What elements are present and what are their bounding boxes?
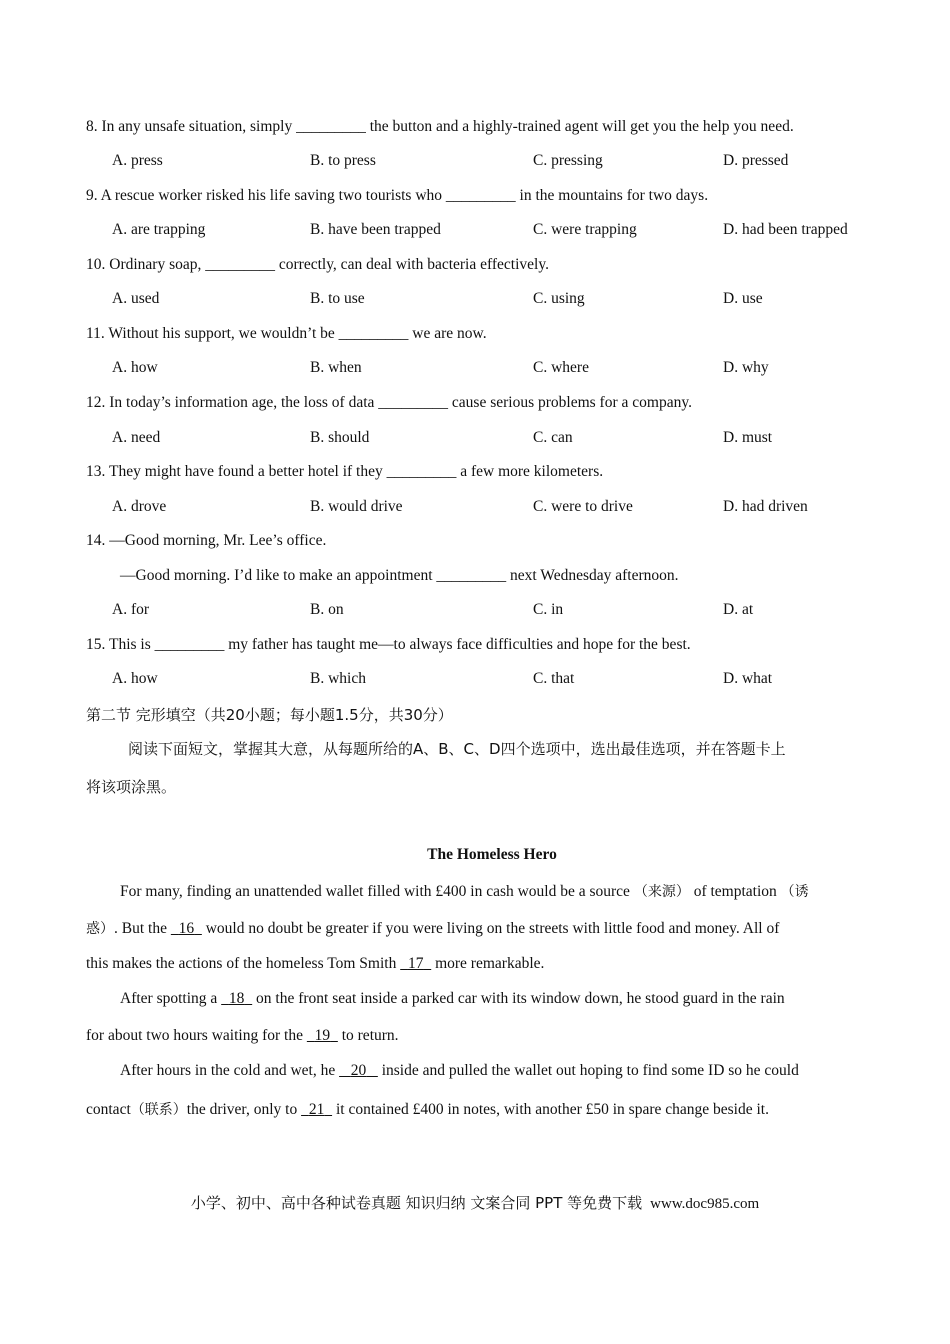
option-a: A. used	[112, 290, 160, 307]
gloss: （诱	[780, 884, 809, 900]
gloss: 惑）	[86, 921, 114, 937]
passage-line	[120, 990, 785, 1008]
passage-text: inside and pulled the wallet out hoping to find some ID so he could	[381, 1062, 799, 1079]
footer-text: 小学、初中、高中各种试卷真题 知识归纳 文案合同 PPT 等免费下载	[190, 1194, 643, 1212]
question-12-stem: 12. In today’s information age, the loss of data _________ cause serious problems for a company.	[86, 394, 692, 411]
passage-text: it contained £400 in notes, with another £50 in spare change beside it.	[335, 1101, 769, 1118]
passage-text: this makes the actions of the homeless Tom Smith	[86, 955, 397, 972]
option-b: B. when	[310, 359, 362, 376]
option-d: D. pressed	[723, 152, 789, 169]
passage-text: for about two hours waiting for the	[86, 1027, 303, 1044]
option-a: A. how	[112, 670, 158, 687]
option-c: C. in	[533, 601, 564, 618]
blank-17	[400, 955, 431, 972]
option-d: D. must	[723, 429, 773, 446]
passage-text: For many, finding an unattended wallet filled with £400 in cash would be a source	[120, 883, 630, 900]
option-a: A. press	[112, 152, 163, 169]
blank-number: 20	[350, 1062, 367, 1079]
option-c: C. can	[533, 429, 573, 446]
question-15-stem: 15. This is _________ my father has taught me—to always face difficulties and hope for the best.	[86, 636, 691, 653]
question-14-stem-reply: —Good morning. I’d like to make an appointment _________ next Wednesday afternoon.	[120, 567, 679, 584]
passage-text: of temptation	[693, 883, 777, 900]
passage-text: . But the	[114, 920, 167, 937]
gloss: （来源）	[633, 884, 690, 900]
passage-line	[120, 881, 809, 901]
blank-number: 17	[407, 955, 424, 972]
option-b: B. to press	[310, 152, 376, 169]
option-b: B. would drive	[310, 498, 403, 515]
option-c: C. were to drive	[533, 498, 633, 515]
blank-18	[221, 990, 252, 1007]
option-a: A. how	[112, 359, 158, 376]
blank-20	[339, 1062, 378, 1079]
option-c: C. where	[533, 359, 589, 376]
blank-number: 19	[314, 1027, 331, 1044]
passage-text: more remarkable.	[435, 955, 545, 972]
question-8-stem: 8. In any unsafe situation, simply _________ the button and a highly-trained agent will get you the help you need.	[86, 118, 794, 135]
option-d: D. had been trapped	[723, 221, 848, 238]
question-11-stem: 11. Without his support, we wouldn’t be _________ we are now.	[86, 325, 487, 342]
option-a: A. need	[112, 429, 161, 446]
question-10-stem: 10. Ordinary soap, _________ correctly, can deal with bacteria effectively.	[86, 256, 549, 273]
passage-line	[86, 1027, 399, 1045]
option-d: D. use	[723, 290, 763, 307]
passage-text: After hours in the cold and wet, he	[120, 1062, 336, 1079]
section-instruction-cont: 将该项涂黑。	[86, 778, 177, 796]
footer-url[interactable]: www.doc985.com	[650, 1196, 760, 1212]
passage-text: would no doubt be greater if you were living on the streets with little food and money. All of	[205, 920, 780, 937]
blank-number: 21	[308, 1101, 325, 1118]
blank-number: 18	[228, 990, 245, 1007]
option-b: B. which	[310, 670, 366, 687]
option-b: B. have been trapped	[310, 221, 441, 238]
passage-line	[86, 955, 544, 973]
option-c: C. using	[533, 290, 585, 307]
passage-title: The Homeless Hero	[427, 846, 557, 863]
passage-text: the driver, only to	[186, 1101, 298, 1118]
option-c: C. pressing	[533, 152, 603, 169]
option-b: B. on	[310, 601, 344, 618]
option-d: D. what	[723, 670, 773, 687]
blank-16	[171, 920, 202, 937]
page-footer	[0, 1192, 950, 1213]
question-13-stem: 13. They might have found a better hotel if they _________ a few more kilometers.	[86, 463, 604, 480]
blank-21	[301, 1101, 332, 1118]
option-a: A. are trapping	[112, 221, 206, 238]
passage-text: After spotting a	[120, 990, 218, 1007]
passage-text: contact	[86, 1101, 131, 1118]
option-c: C. that	[533, 670, 575, 687]
option-d: D. had driven	[723, 498, 808, 515]
option-a: A. for	[112, 601, 150, 618]
option-d: D. at	[723, 601, 754, 618]
option-d: D. why	[723, 359, 769, 376]
option-b: B. to use	[310, 290, 365, 307]
passage-line	[86, 918, 779, 938]
section-instruction: 阅读下面短文，掌握其大意，从每题所给的A、B、C、D四个选项中，选出最佳选项，并在答题卡上	[128, 740, 786, 758]
blank-number: 16	[178, 920, 195, 937]
question-9-stem: 9. A rescue worker risked his life saving two tourists who _________ in the mountains for two days.	[86, 187, 709, 204]
passage-line	[86, 1099, 769, 1119]
option-c: C. were trapping	[533, 221, 637, 238]
section-heading: 第二节 完形填空（共20小题；每小题1.5分，共30分）	[86, 706, 453, 724]
passage-text: on the front seat inside a parked car with its window down, he stood guard in the rain	[256, 990, 785, 1007]
passage-line	[120, 1062, 799, 1080]
option-a: A. drove	[112, 498, 167, 515]
passage-text: to return.	[341, 1027, 399, 1044]
gloss: （联系）	[130, 1102, 187, 1118]
blank-19	[307, 1027, 338, 1044]
option-b: B. should	[310, 429, 370, 446]
question-14-stem: 14. —Good morning, Mr. Lee’s office.	[86, 532, 327, 549]
